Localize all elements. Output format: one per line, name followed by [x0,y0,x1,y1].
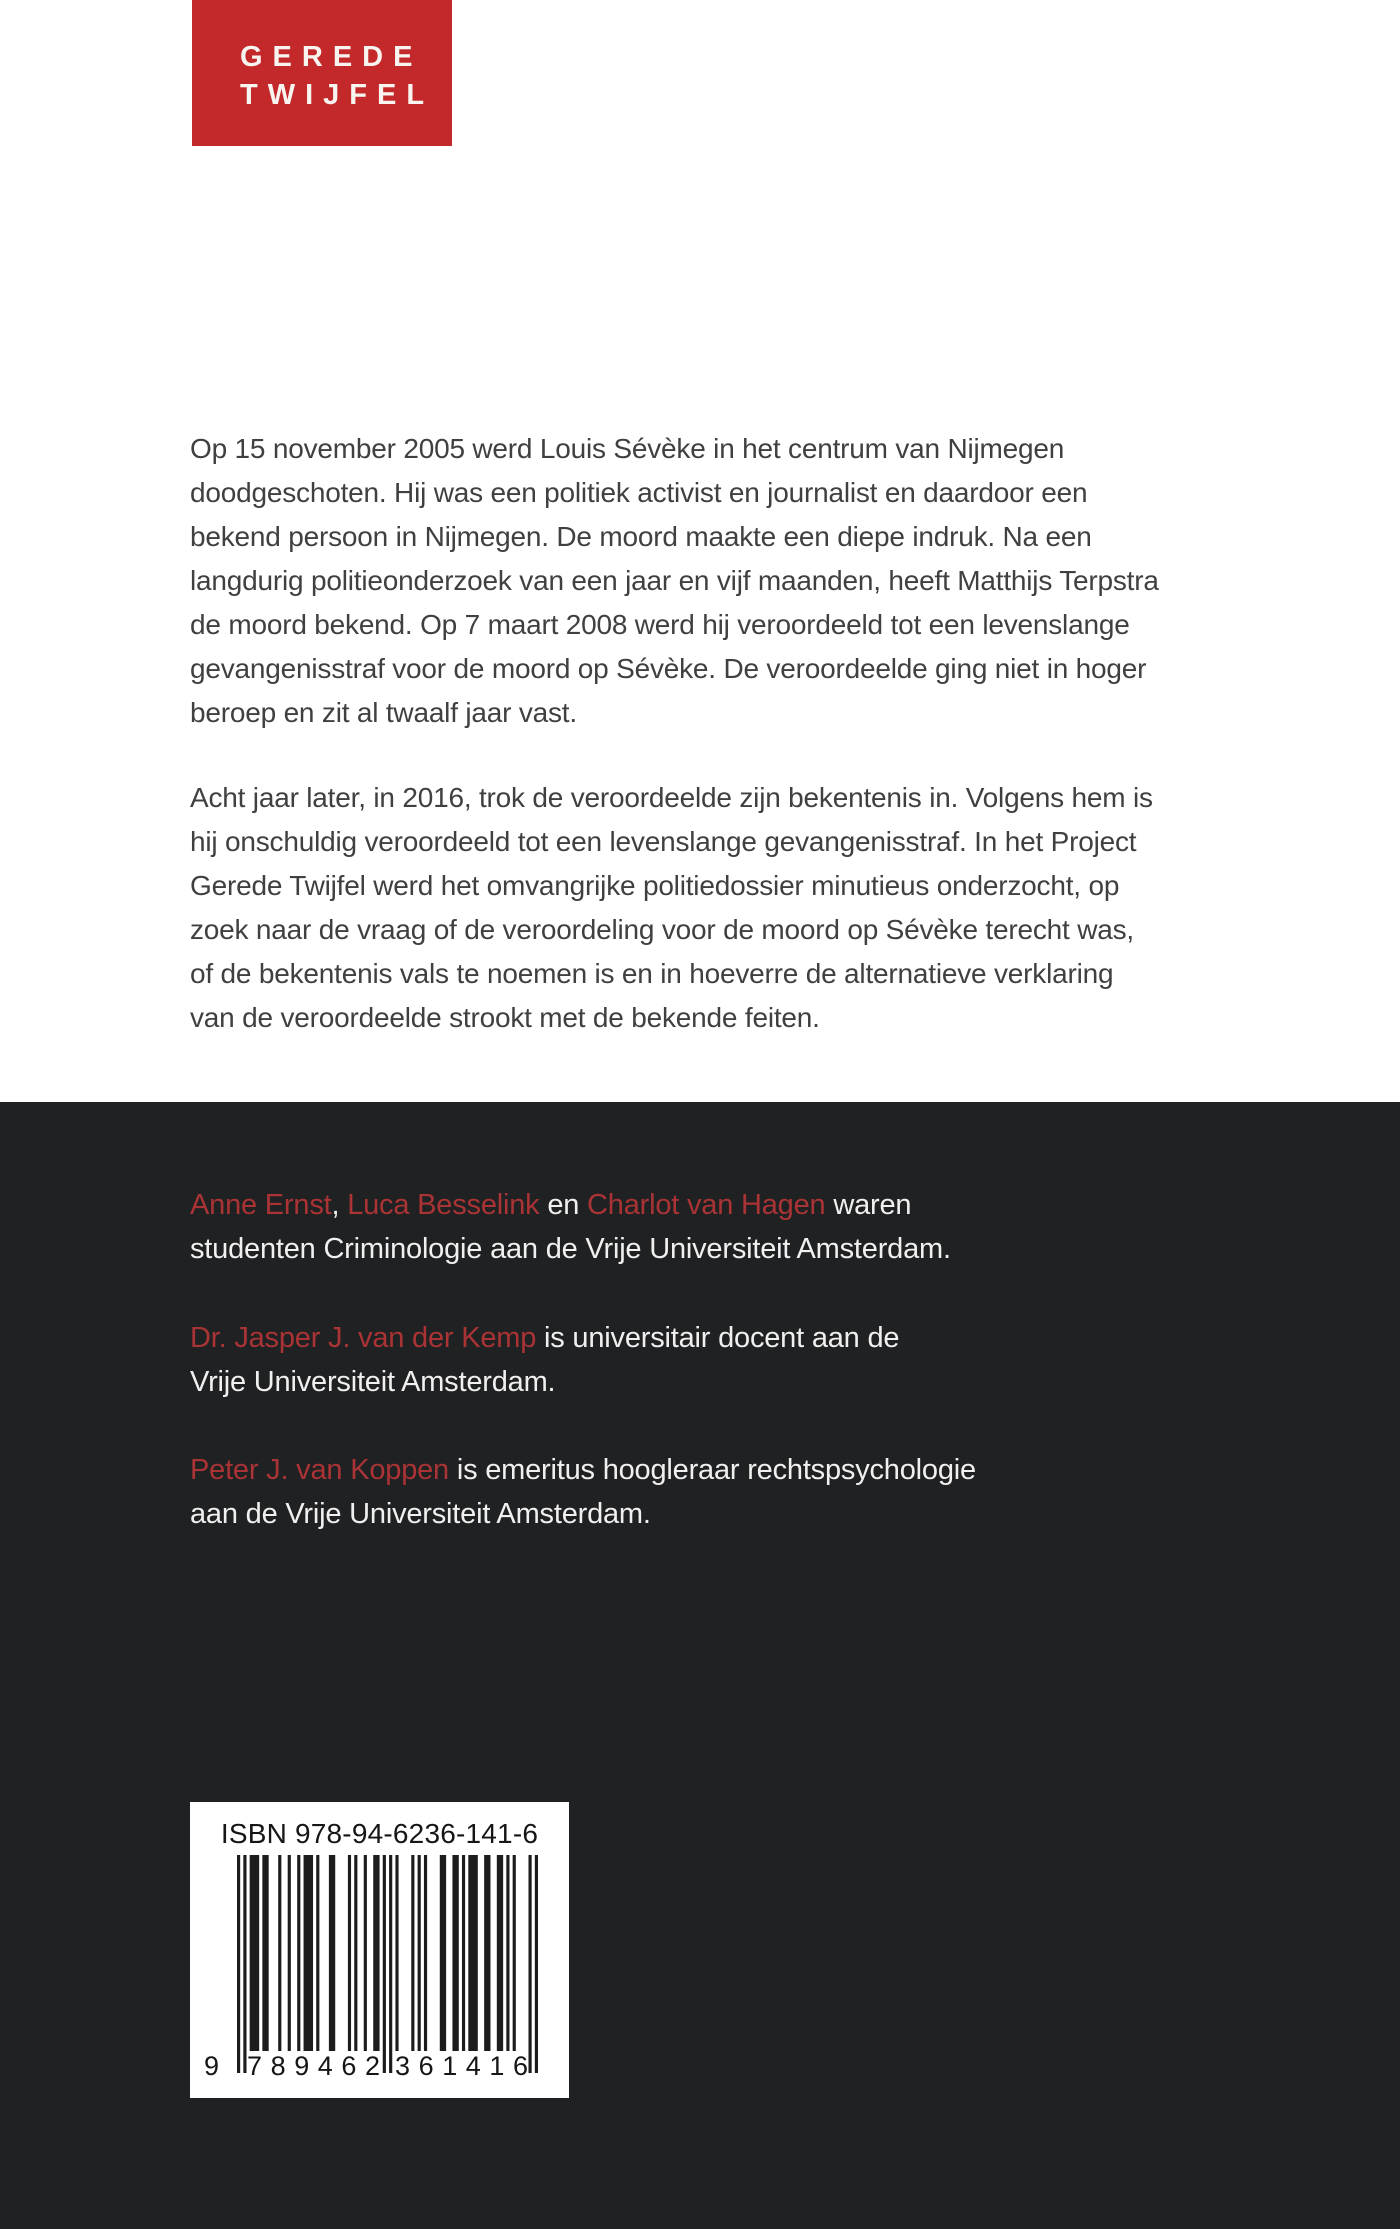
author-name: Charlot van Hagen [587,1189,826,1221]
credit-text: , [331,1189,348,1221]
barcode-digits-left-group [247,2051,380,2082]
author-name: Anne Ernst [190,1189,332,1221]
credit-paragraph-professor [190,1448,976,1536]
barcode-digit: 9 [294,2051,310,2081]
ean13-barcode [237,1855,538,2073]
barcode-digit: 8 [270,2051,286,2081]
synopsis-paragraph-2: Acht jaar later, in 2016, trok de veroordeelde zijn bekentenis in. Volgens hem is hij onschuldig veroordeeld tot een levenslange gevangenisstraf. In het Project Gerede Twijfel werd het omvangrijke politiedossier minutieus onderzocht, op zoek naar de vraag of de veroordeling voor de moord op Sévèke terecht was, of de bekentenis vals te noemen is en in hoeverre de alternatieve verklaring van de veroordeelde strookt met de bekende feiten. [190,782,1153,1033]
credit-text: studenten Criminologie aan de Vrije Universiteit Amsterdam. [190,1233,951,1265]
isbn-label: ISBN 978-94-6236-141-6 [220,1818,539,1849]
barcode-digit: 3 [395,2051,411,2081]
barcode-digit: 1 [489,2051,505,2081]
barcode-digit: 4 [465,2051,481,2081]
barcode-digit: 6 [341,2051,357,2081]
credit-paragraph-lecturer [190,1316,899,1404]
series-logo [192,0,452,146]
barcode-digit: 6 [418,2051,434,2081]
credit-text: waren [825,1189,912,1221]
isbn-barcode-box [190,1802,569,2098]
barcode-digit: 4 [317,2051,333,2081]
barcode-digit: 6 [512,2051,528,2081]
credit-text: en [539,1189,588,1221]
credit-text: is emeritus hoogleraar rechtspsychologie [448,1454,976,1486]
series-logo-line2: TWIJFEL [240,79,435,111]
credit-text: Vrije Universiteit Amsterdam. [190,1366,556,1398]
credit-text: aan de Vrije Universiteit Amsterdam. [190,1498,651,1530]
author-name: Luca Besselink [347,1189,540,1221]
credit-paragraph-students [190,1183,951,1271]
barcode-digit: 2 [364,2051,380,2081]
footer-panel [0,1102,1400,2229]
credit-text: is universitair docent aan de [536,1322,900,1354]
author-name: Dr. Jasper J. van der Kemp [190,1322,537,1354]
barcode-digit: 1 [442,2051,458,2081]
author-name: Peter J. van Koppen [190,1454,449,1486]
barcode-digit-first: 9 [204,2051,220,2081]
series-logo-line1: GEREDE [240,41,423,73]
synopsis-paragraph-1: Op 15 november 2005 werd Louis Sévèke in het centrum van Nijmegen doodgeschoten. Hij was een politiek activist en journalist en daardoor een bekend persoon in Nijmegen. De moord maakte een diepe indruk. Na een langdurig politieonderzoek van een jaar en vijf maanden, heeft Matthijs Terpstra de moord bekend. Op 7 maart 2008 werd hij veroordeeld tot een levenslange gevangenisstraf voor de moord op Sévèke. De veroordeelde ging niet in hoger beroep en zit al twaalf jaar vast. [190,433,1159,728]
barcode-digit: 7 [247,2051,263,2081]
barcode-digits-right-group [395,2051,528,2082]
